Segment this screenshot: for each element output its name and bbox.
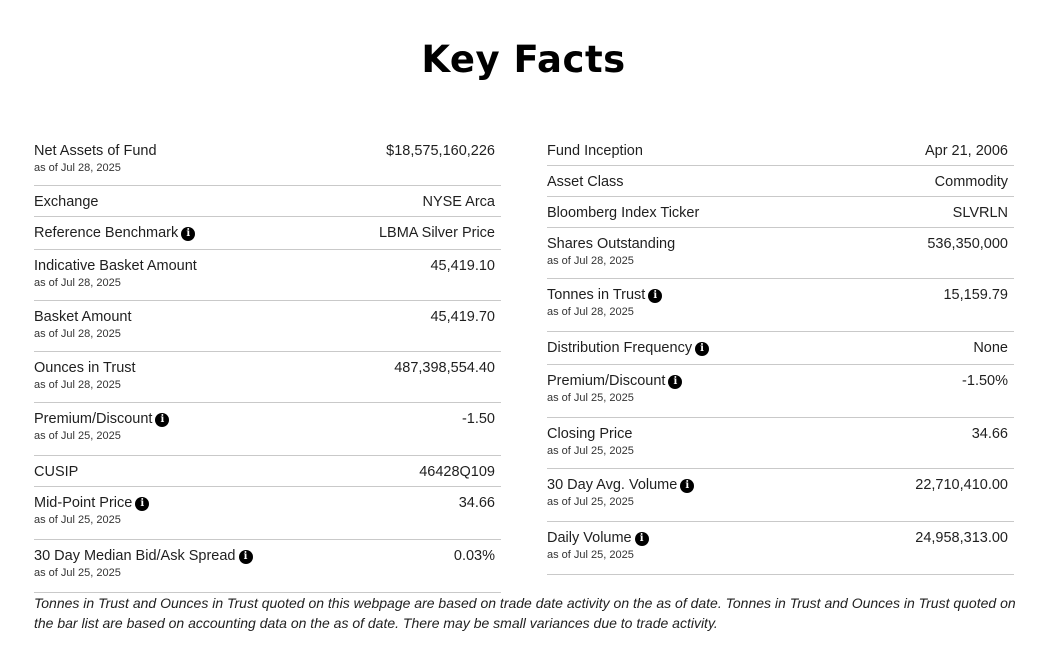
fact-value: NYSE Arca — [422, 194, 495, 210]
fact-label — [547, 174, 624, 190]
fact-label — [547, 143, 643, 159]
fact-label — [547, 340, 709, 356]
fact-value: None — [973, 340, 1008, 356]
fact-label-group — [34, 309, 132, 341]
fact-label-group — [34, 464, 78, 480]
fact-value: Apr 21, 2006 — [924, 143, 1008, 159]
fact-label-group — [547, 174, 624, 190]
fact-value: -1.50 — [461, 411, 495, 427]
fact-label-text: Tonnes in Trust — [547, 287, 646, 303]
fact-label-text: Closing Price — [547, 426, 633, 442]
fact-label-group — [547, 287, 662, 319]
fact-label-group — [34, 225, 195, 241]
fact-label-group — [34, 548, 253, 580]
fact-label — [547, 426, 634, 442]
info-icon[interactable]: i — [155, 413, 169, 427]
fact-value: 0.03% — [453, 548, 495, 564]
fact-value: $18,575,160,226 — [386, 143, 495, 159]
fact-label — [34, 143, 157, 159]
fact-row-daily-volume — [547, 522, 1014, 575]
fact-value: -1.50% — [962, 373, 1008, 389]
fact-value: 34.66 — [971, 426, 1008, 442]
fact-value: 15,159.79 — [943, 287, 1008, 303]
fact-label — [547, 373, 682, 389]
fact-row-asset-class — [547, 166, 1014, 197]
fact-as-of-date: as of Jul 28, 2025 — [34, 277, 121, 289]
fact-label-text: Reference Benchmark — [34, 225, 179, 241]
fact-as-of-date: as of Jul 25, 2025 — [547, 549, 634, 561]
fact-row-premium-discount — [547, 365, 1014, 418]
fact-label-text: Fund Inception — [547, 143, 643, 159]
fact-label-group — [547, 143, 643, 159]
fact-value: 45,419.70 — [430, 309, 495, 325]
fact-label-text: Shares Outstanding — [547, 236, 676, 252]
fact-label — [34, 225, 195, 241]
fact-label-text: Bloomberg Index Ticker — [547, 205, 700, 221]
fact-as-of-date: as of Jul 25, 2025 — [547, 445, 634, 457]
fact-value: SLVRLN — [952, 205, 1008, 221]
fact-label-group — [547, 236, 675, 268]
info-icon[interactable]: i — [680, 479, 694, 493]
fact-as-of-date: as of Jul 25, 2025 — [34, 567, 121, 579]
fact-label-group — [34, 495, 149, 527]
footnote: Tonnes in Trust and Ounces in Trust quoted on this webpage are based on trade date activity on the as of date. Tonnes in Trust and Ounces in Trust quoted on the bar list are based on accounting data on the as of date. There may be small variances due to trade activity. — [34, 595, 1016, 631]
fact-row-basket-amount — [34, 301, 501, 352]
fact-label-text: Distribution Frequency — [547, 340, 693, 356]
fact-value: 536,350,000 — [927, 236, 1008, 252]
fact-row-closing-price — [547, 418, 1014, 469]
fact-label — [34, 360, 136, 376]
fact-label-text: Daily Volume — [547, 530, 632, 546]
fact-value: 22,710,410.00 — [915, 477, 1008, 493]
fact-row-distribution-frequency — [547, 332, 1014, 365]
fact-label — [547, 530, 649, 546]
fact-value: 45,419.10 — [430, 258, 495, 274]
fact-row-fund-inception — [547, 135, 1014, 166]
fact-label-group — [547, 373, 682, 405]
fact-label-group — [34, 194, 99, 210]
key-facts-right-column — [547, 135, 1014, 575]
fact-value: Commodity — [934, 174, 1008, 190]
fact-label — [547, 205, 699, 221]
fact-label-text: CUSIP — [34, 464, 79, 480]
fact-label-text: 30 Day Avg. Volume — [547, 477, 678, 493]
fact-label-group — [34, 143, 157, 175]
fact-label-text: Indicative Basket Amount — [34, 258, 197, 274]
info-icon[interactable]: i — [135, 497, 149, 511]
fact-as-of-date: as of Jul 28, 2025 — [34, 328, 121, 340]
fact-row-cusip — [34, 456, 501, 487]
fact-row-premium-discount — [34, 403, 501, 456]
fact-label — [34, 464, 78, 480]
fact-value: 24,958,313.00 — [915, 530, 1008, 546]
fact-row-30-day-median-bid-ask-spread — [34, 540, 501, 593]
fact-label-text: Premium/Discount — [547, 373, 666, 389]
info-icon[interactable]: i — [648, 289, 662, 303]
fact-row-shares-outstanding — [547, 228, 1014, 279]
fact-label-text: 30 Day Median Bid/Ask Spread — [34, 548, 236, 564]
fact-as-of-date: as of Jul 28, 2025 — [34, 379, 121, 391]
fact-label — [34, 495, 149, 511]
fact-as-of-date: as of Jul 25, 2025 — [34, 430, 121, 442]
fact-label-text: Basket Amount — [34, 309, 132, 325]
fact-value: 46428Q109 — [419, 464, 495, 480]
fact-label-group — [547, 426, 634, 458]
page-title: Key Facts — [421, 38, 626, 81]
fact-label-group — [34, 258, 197, 290]
fact-value: 487,398,554.40 — [394, 360, 495, 376]
fact-label — [34, 309, 132, 325]
fact-row-mid-point-price — [34, 487, 501, 540]
fact-row-ounces-in-trust — [34, 352, 501, 403]
fact-as-of-date: as of Jul 25, 2025 — [34, 514, 121, 526]
fact-label-text: Asset Class — [547, 174, 624, 190]
fact-row-net-assets-of-fund — [34, 135, 501, 186]
fact-as-of-date: as of Jul 28, 2025 — [547, 255, 634, 267]
info-icon[interactable]: i — [635, 532, 649, 546]
fact-label-text: Ounces in Trust — [34, 360, 136, 376]
fact-label-group — [547, 340, 709, 356]
fact-label — [34, 194, 99, 210]
fact-as-of-date: as of Jul 25, 2025 — [547, 392, 634, 404]
fact-value: 34.66 — [458, 495, 495, 511]
fact-row-exchange — [34, 186, 501, 217]
fact-label-text: Exchange — [34, 194, 99, 210]
fact-label-text: Net Assets of Fund — [34, 143, 157, 159]
key-facts-left-column — [34, 135, 501, 593]
fact-label — [34, 411, 169, 427]
fact-as-of-date: as of Jul 25, 2025 — [547, 496, 634, 508]
fact-label — [34, 548, 253, 564]
info-icon[interactable]: i — [181, 227, 195, 241]
fact-label-group — [547, 530, 649, 562]
fact-label-group — [34, 360, 136, 392]
fact-label-text: Premium/Discount — [34, 411, 153, 427]
fact-label-text: Mid-Point Price — [34, 495, 133, 511]
info-icon[interactable]: i — [239, 550, 253, 564]
info-icon[interactable]: i — [695, 342, 709, 356]
fact-label — [547, 287, 662, 303]
fact-label — [34, 258, 197, 274]
fact-row-reference-benchmark — [34, 217, 501, 250]
fact-as-of-date: as of Jul 28, 2025 — [547, 306, 634, 318]
fact-label-group — [547, 477, 694, 509]
fact-label — [547, 477, 694, 493]
fact-row-tonnes-in-trust — [547, 279, 1014, 332]
fact-as-of-date: as of Jul 28, 2025 — [34, 162, 121, 174]
info-icon[interactable]: i — [668, 375, 682, 389]
fact-label-group — [34, 411, 169, 443]
fact-label — [547, 236, 675, 252]
fact-value: LBMA Silver Price — [378, 225, 495, 241]
fact-row-indicative-basket-amount — [34, 250, 501, 301]
fact-row-30-day-avg-volume — [547, 469, 1014, 522]
fact-label-group — [547, 205, 699, 221]
fact-row-bloomberg-index-ticker — [547, 197, 1014, 228]
